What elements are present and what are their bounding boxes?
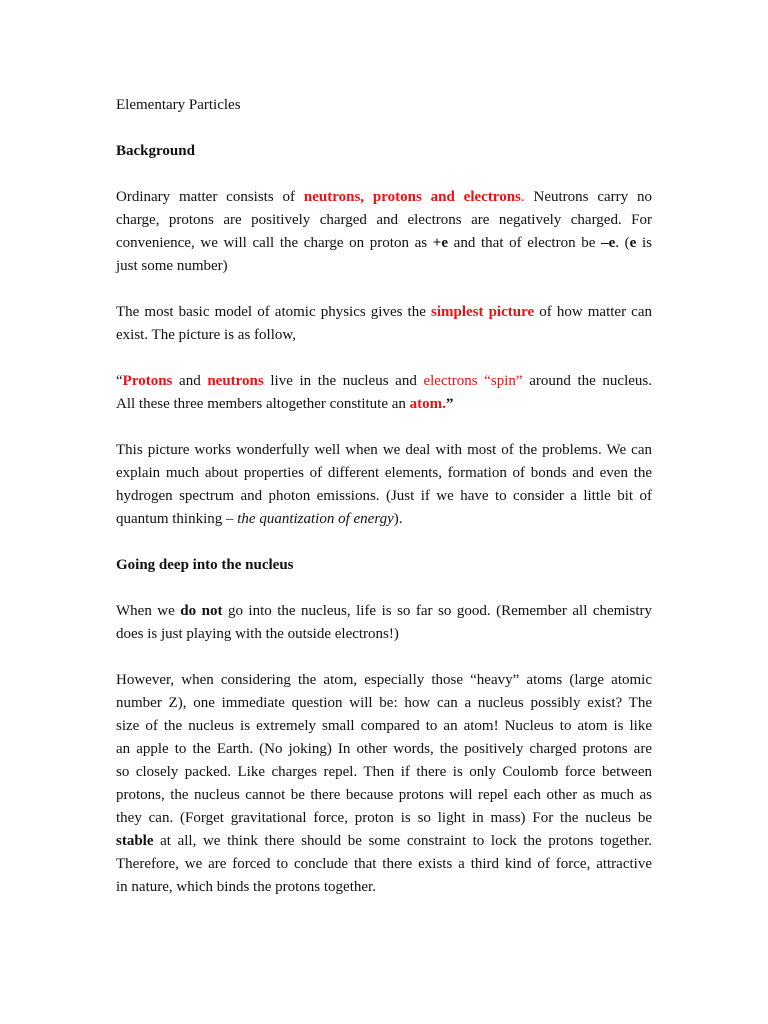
text-run: and	[172, 373, 208, 389]
highlight-simplest-picture: simplest picture	[430, 304, 535, 320]
paragraph-line	[116, 600, 652, 623]
highlight-electrons-spin: electrons “spin”	[423, 373, 523, 389]
open-quote: “	[116, 373, 123, 389]
text-run: and that of electron be	[448, 235, 602, 251]
paragraph-line	[116, 830, 652, 853]
paragraph-line	[116, 301, 652, 324]
paragraph-line: an apple to the Earth. (No joking) In other words, the positively charged protons are	[116, 741, 652, 757]
paragraph-line: in nature, which binds the protons together.	[116, 879, 376, 895]
highlight-neutrons: neutrons	[207, 373, 264, 389]
paragraph-line	[116, 232, 652, 255]
paragraph-line	[116, 393, 652, 416]
text-run: The most basic model of atomic physics gives the	[116, 304, 431, 320]
paragraph-line	[116, 370, 652, 393]
highlight-particles: neutrons, protons and electrons	[303, 189, 521, 205]
text-run: . (	[615, 235, 630, 251]
text-run: is	[636, 235, 652, 251]
paragraph-heavy-atoms	[116, 669, 652, 899]
paragraph-line: size of the nucleus is extremely small compared to an atom! Nucleus to atom is like	[116, 718, 652, 734]
paragraph-picture-works	[116, 439, 652, 531]
paragraph-line: However, when considering the atom, especially those “heavy” atoms (large atomic	[116, 672, 652, 688]
paragraph-line: This picture works wonderfully well when we deal with most of the problems. We can	[116, 442, 652, 458]
highlight-period: .	[520, 189, 525, 205]
paragraph-line: Therefore, we are forced to conclude that there exists a third kind of force, attractive	[116, 856, 652, 872]
highlight-protons: Protons	[122, 373, 173, 389]
text-run: convenience, we will call the charge on proton as	[116, 235, 433, 251]
paragraph-line	[116, 186, 652, 209]
paragraph-line: explain much about properties of different elements, formation of bonds and even the	[116, 465, 652, 481]
paragraph-line: protons, the nucleus cannot be there because protons will repel each other as much as	[116, 787, 652, 803]
text-run: go into the nucleus, life is so far so good. (Remember all chemistry	[222, 603, 652, 619]
bold-stable: stable	[116, 833, 154, 849]
paragraph-line: number Z), one immediate question will be: how can a nucleus possibly exist? The	[116, 695, 652, 711]
electron-charge: –e	[601, 235, 616, 251]
text-run: ).	[393, 511, 403, 527]
paragraph-basic-model	[116, 301, 652, 347]
paragraph-line: charge, protons are positively charged and electrons are negatively charged. For	[116, 212, 652, 228]
text-run: All these three members altogether constitute an	[116, 396, 410, 412]
highlight-atom: atom.	[409, 396, 446, 412]
paragraph-line	[116, 508, 652, 531]
paragraph-line: so closely packed. Like charges repel. Then if there is only Coulomb force between	[116, 764, 652, 780]
paragraph-line: they can. (Forget gravitational force, proton is so light in mass) For the nucleus be	[116, 810, 652, 826]
document-title: Elementary Particles	[116, 97, 241, 113]
text-run: around the nucleus.	[522, 373, 652, 389]
paragraph-ordinary-matter	[116, 186, 652, 278]
paragraph-line: hydrogen spectrum and photon emissions. (Just if we have to consider a little bit of	[116, 488, 652, 504]
text-run: Ordinary matter consists of	[116, 189, 304, 205]
text-run: When we	[116, 603, 181, 619]
document-page	[116, 94, 652, 899]
paragraph-do-not	[116, 600, 652, 646]
italic-quantization: the quantization of energy	[237, 511, 394, 527]
paragraph-line: exist. The picture is as follow,	[116, 327, 296, 343]
paragraph-line: does is just playing with the outside electrons!)	[116, 626, 399, 642]
heading-nucleus: Going deep into the nucleus	[116, 557, 294, 573]
paragraph-line: just some number)	[116, 258, 228, 274]
paragraph-atom-quote	[116, 370, 652, 416]
bold-do-not: do not	[180, 603, 223, 619]
text-run: quantum thinking –	[116, 511, 238, 527]
close-quote: ”	[445, 396, 454, 412]
text-run: live in the nucleus and	[263, 373, 424, 389]
charge-symbol: e	[629, 235, 637, 251]
text-run: at all, we think there should be some constraint to lock the protons together.	[153, 833, 652, 849]
proton-charge: +e	[432, 235, 449, 251]
text-run: of how matter can	[534, 304, 652, 320]
heading-background: Background	[116, 143, 195, 159]
text-run: Neutrons carry no	[524, 189, 652, 205]
